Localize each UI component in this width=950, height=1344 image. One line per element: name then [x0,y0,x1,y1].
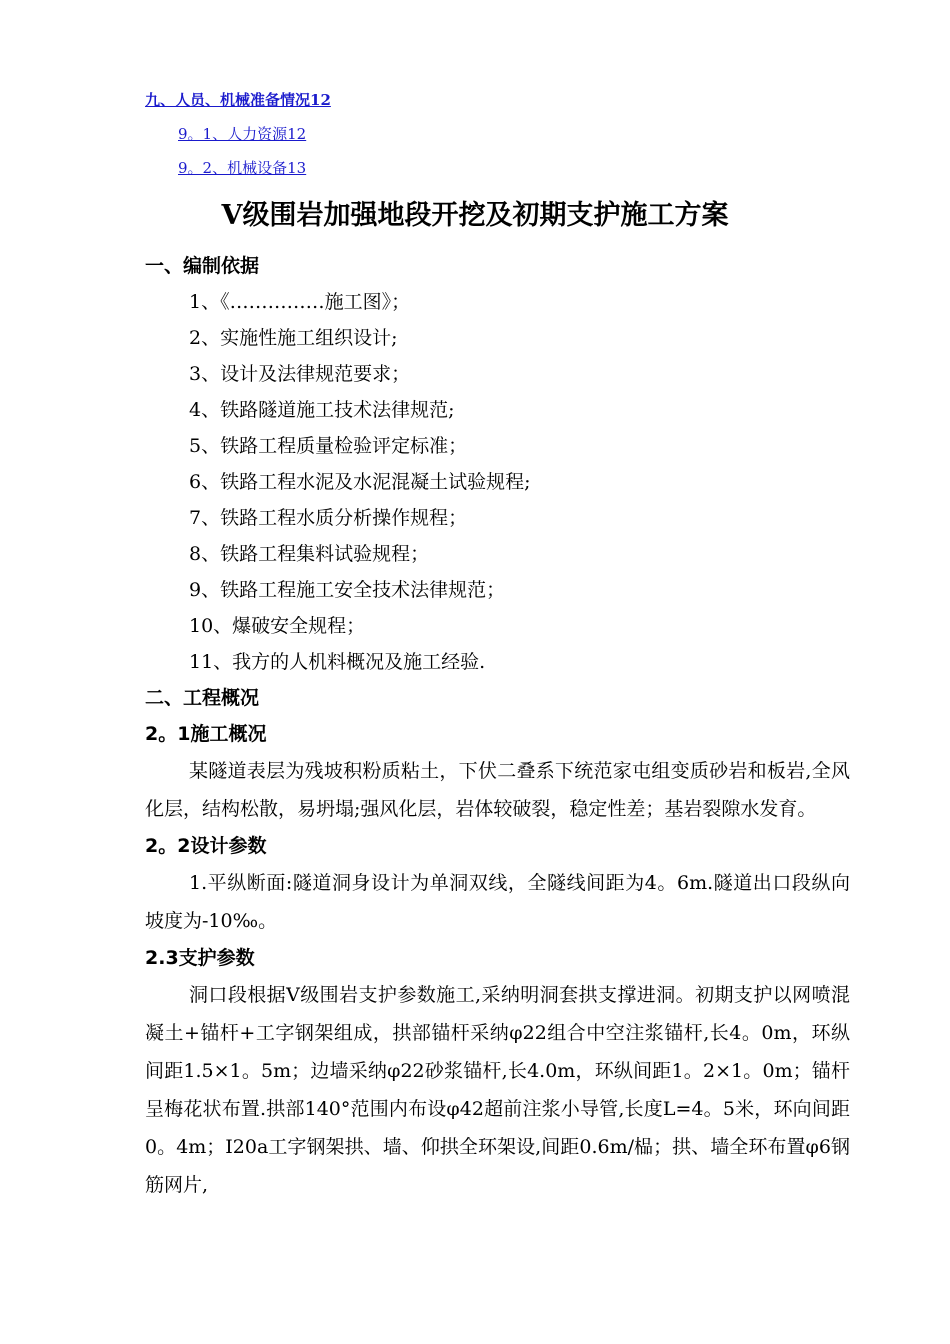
section-heading-overview: 二、工程概况 [145,687,260,709]
subsection-heading-design-parameters: 2。2设计参数 [145,835,267,857]
support-parameters-paragraph: 洞口段根据Ⅴ级围岩支护参数施工,采纳明洞套拱支撑进洞。初期支护以网喷混凝土+锚杆+工字钢架组成，拱部锚杆采纳φ22组合中空注浆锚杆,长4。0m，环纵间距1.5×1。5m；边墙采纳φ22砂浆锚杆,长4.0m，环纵间距1。2×1。0m；锚杆呈梅花状布置.拱部140°范围内布设φ42超前注浆小导管,长度L=4。5米，环向间距0。4m；I20a工字钢架拱、墙、仰拱全环架设,间距0.6m/榀；拱、墙全环布置φ6钢筋网片, [145,984,850,1196]
construction-overview-paragraph: 某隧道表层为残坡积粉质粘土，下伏二叠系下统范家屯组变质砂岩和板岩,全风化层，结构松散，易坍塌;强风化层，岩体较破裂，稳定性差；基岩裂隙水发育。 [145,760,850,820]
basis-list-item: 1、《……………施工图》； [189,291,411,313]
toc-link-human-resources[interactable]: 9。1、人力资源12 [178,125,307,143]
basis-list-item: 3、设计及法律规范要求； [189,363,411,385]
basis-list-item: 5、铁路工程质量检验评定标准； [189,435,468,457]
document-body [145,248,850,1204]
basis-list-item: 8、铁路工程集料试验规程； [189,543,430,565]
subsection-heading-construction-overview: 2。1施工概况 [145,723,267,745]
basis-list-item: 4、铁路隧道施工技术法律规范; [189,399,455,421]
basis-list-item: 10、爆破安全规程； [189,615,366,637]
design-parameters-paragraph: 1.平纵断面:隧道洞身设计为单洞双线，全隧线间距为4。6m.隧道出口段纵向坡度为-10‰。 [145,872,850,932]
basis-list-item: 7、铁路工程水质分析操作规程； [189,507,468,529]
document-title: Ⅴ级围岩加强地段开挖及初期支护施工方案 [221,200,729,231]
subsection-heading-support-parameters: 2.3支护参数 [145,947,255,969]
basis-list-item: 9、铁路工程施工安全技术法律规范； [189,579,506,601]
basis-list-item: 2、实施性施工组织设计; [189,327,398,349]
basis-list-item: 11、我方的人机料概况及施工经验. [189,651,486,673]
basis-list-item: 6、铁路工程水泥及水泥混凝土试验规程; [189,471,531,493]
toc-link-machinery-equipment[interactable]: 9。2、机械设备13 [178,159,307,177]
toc-link-personnel-machinery[interactable]: 九、人员、机械准备情况12 [145,91,331,109]
section-heading-basis: 一、编制依据 [145,255,260,277]
